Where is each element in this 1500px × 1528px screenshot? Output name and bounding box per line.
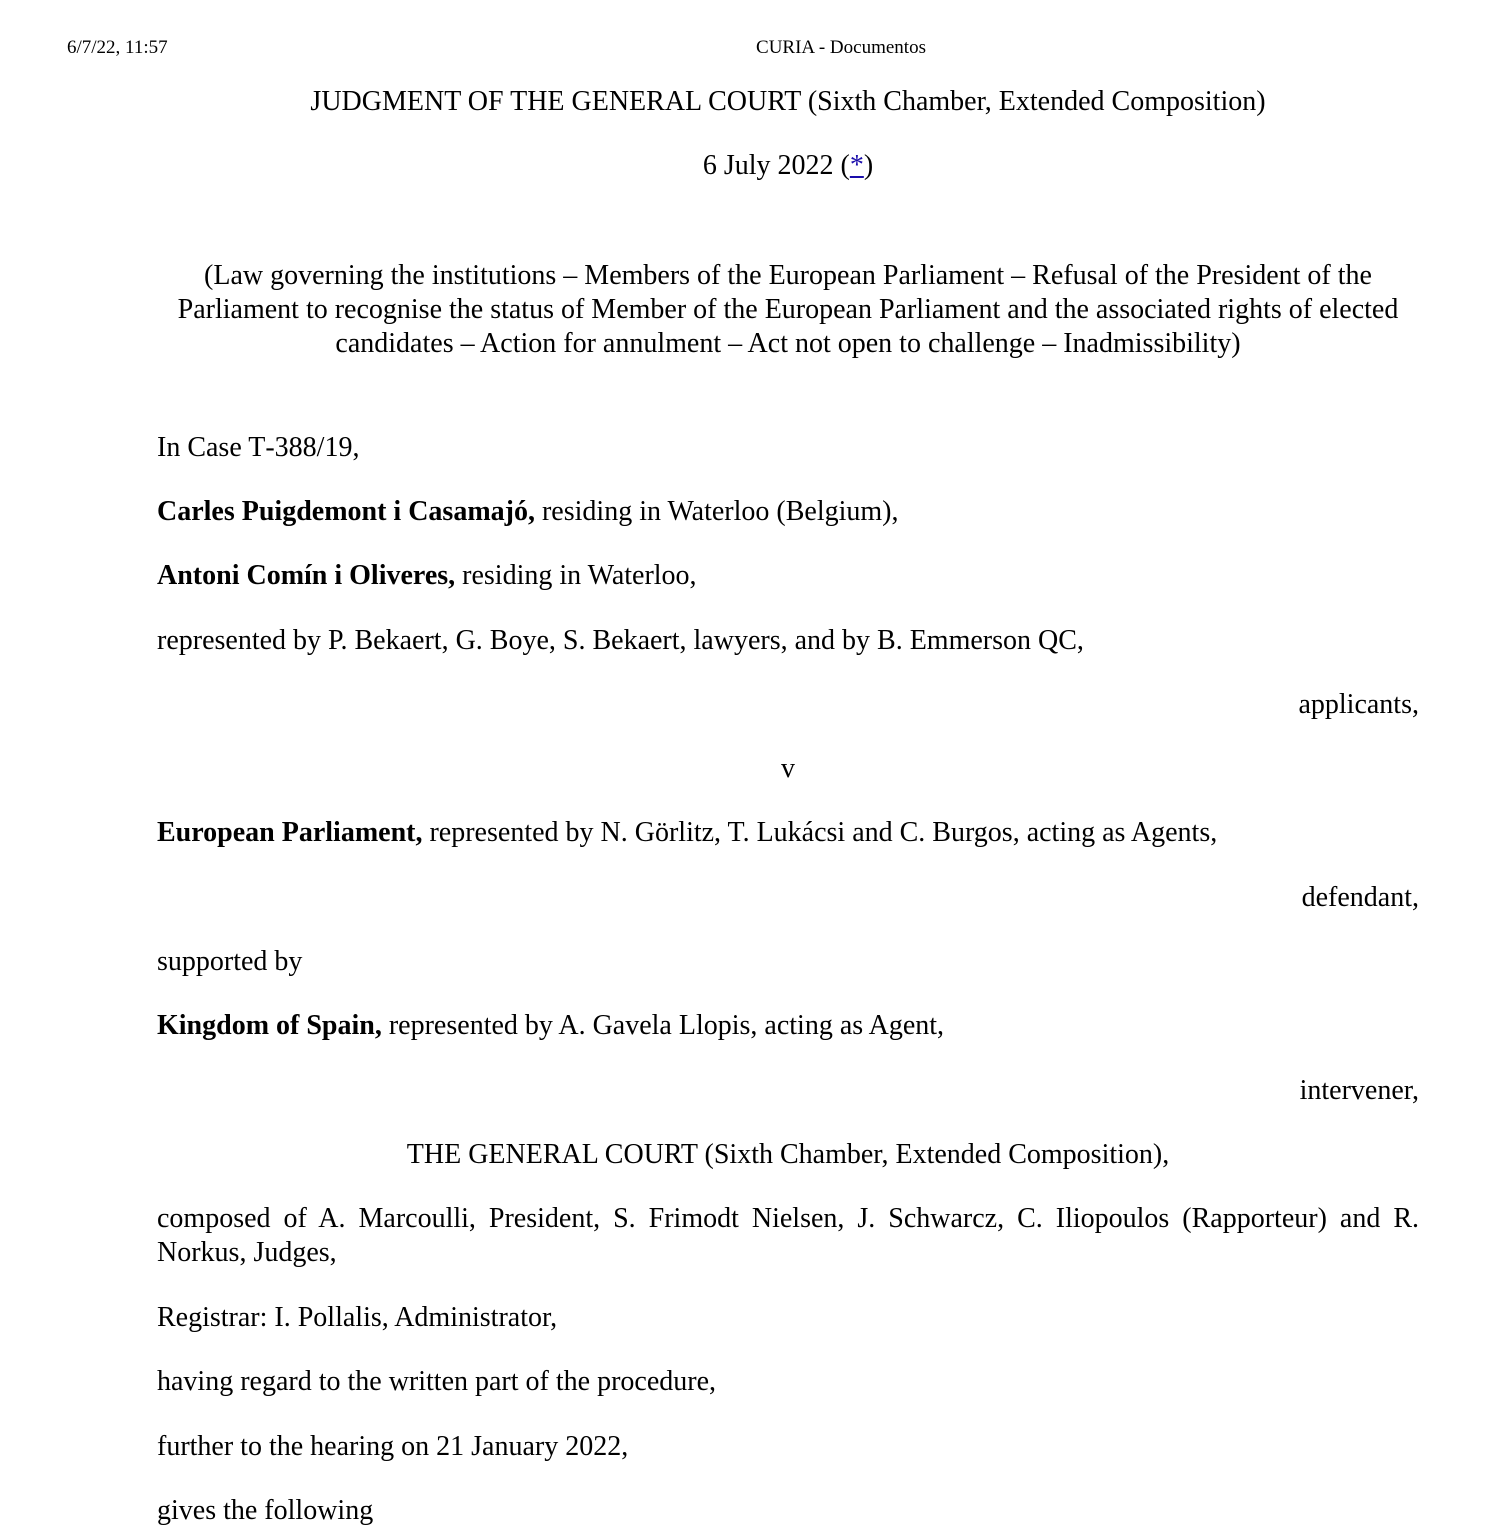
defendant-representation: represented by N. Görlitz, T. Lukácsi and C. Burgos, acting as Agents, [422,817,1218,848]
subject-summary: (Law governing the institutions – Members of the European Parliament – Refusal of the President of the Parliament to recognise the status of Member of the European Parliament and the associated rights of elected candidates – Action for annulment – Act not open to challenge – Inadmissibility) [177,260,1399,359]
case-number: In Case T‑388/19, [157,432,360,463]
court-composition: composed of A. Marcoulli, President, S. Frimodt Nielsen, J. Schwarcz, C. Iliopoulos (Rapporteur) and R. Norkus, Judges, [157,1203,1419,1268]
date-close: ) [863,150,874,181]
intervener-label: intervener, [1299,1075,1419,1106]
applicant-2-residence: residing in Waterloo, [455,560,697,591]
registrar: Registrar: I. Pollalis, Administrator, [157,1302,558,1333]
applicants-label: applicants, [1298,689,1419,720]
court-heading: THE GENERAL COURT (Sixth Chamber, Extended Composition), [406,1139,1170,1170]
intervener-name: Kingdom of Spain, [157,1010,382,1041]
intervener-representation: represented by A. Gavela Llopis, acting as Agent, [381,1010,945,1041]
gives-the-following: gives the following [157,1495,374,1526]
applicant-1-name: Carles Puigdemont i Casamajó, [157,496,535,527]
footnote-link[interactable]: * [849,150,864,181]
versus: v [781,753,795,784]
print-datetime: 6/7/22, 11:57 [67,37,168,58]
applicant-1-residence: residing in Waterloo (Belgium), [534,496,899,527]
judgment-heading: JUDGMENT OF THE GENERAL COURT (Sixth Chamber, Extended Composition) [310,86,1266,117]
defendant-name: European Parliament, [157,817,423,848]
date-text: 6 July 2022 ( [702,150,850,181]
intervener [157,1009,1419,1043]
applicant-2-name: Antoni Comín i Oliveres, [157,560,456,591]
print-title: CURIA - Documentos [756,37,926,58]
defendant-label: defendant, [1301,882,1419,913]
applicant-1 [157,495,1419,529]
supported-by: supported by [157,946,303,977]
defendant [157,816,1419,850]
written-procedure: having regard to the written part of the procedure, [157,1366,717,1397]
applicant-2 [157,559,1419,593]
hearing-date: further to the hearing on 21 January 2022, [157,1431,629,1462]
applicants-representation: represented by P. Bekaert, G. Boye, S. Bekaert, lawyers, and by B. Emmerson QC, [157,625,1084,656]
judgment-date [157,149,1419,183]
